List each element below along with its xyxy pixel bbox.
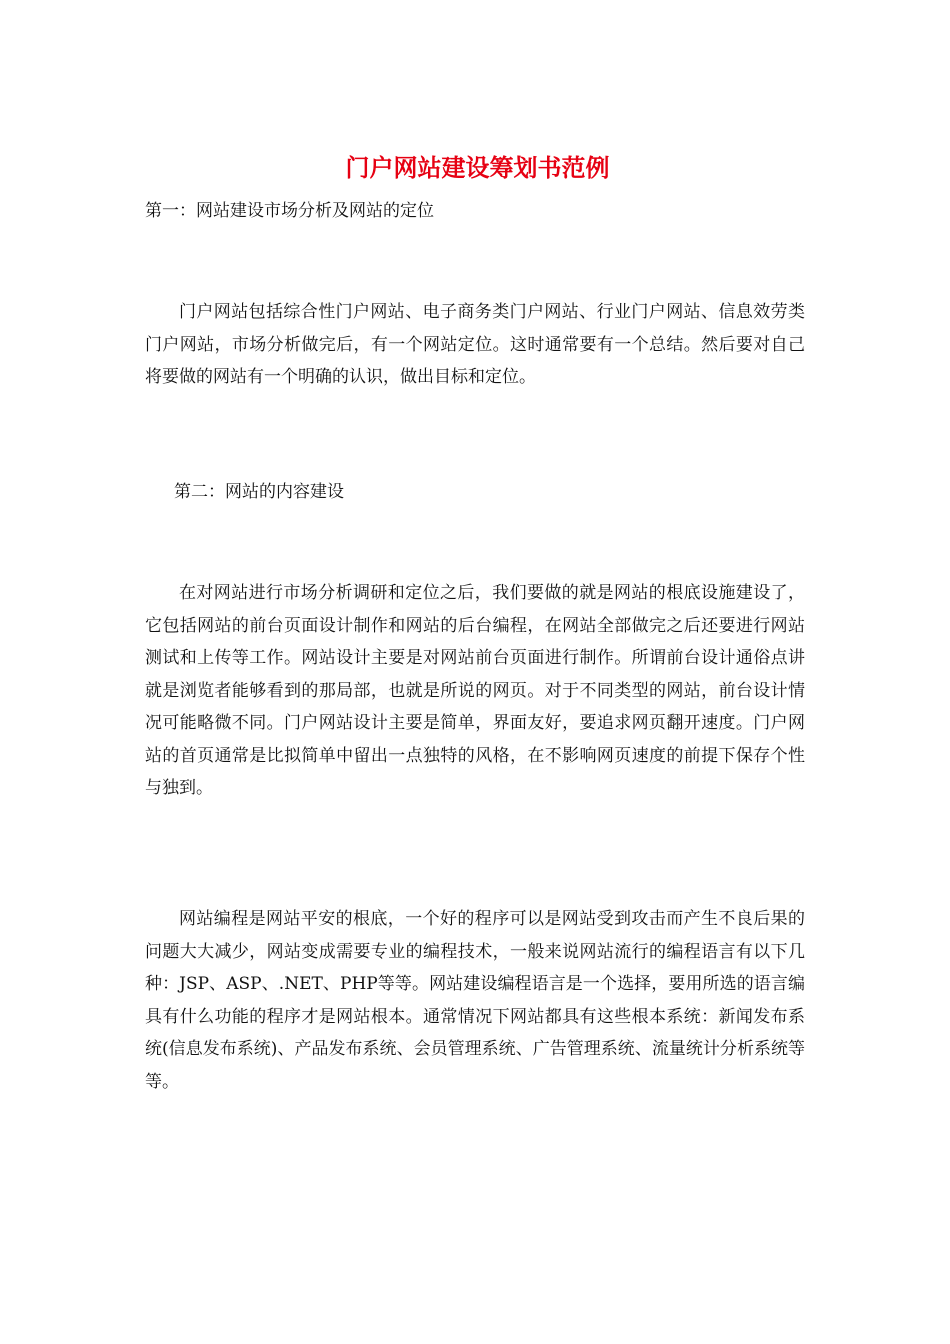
section-2-paragraph-2: 网站编程是网站平安的根底，一个好的程序可以是网站受到攻击而产生不良后果的问题大大减少，网站变成需要专业的编程技术，一般来说网站流行的编程语言有以下几种：JSP、ASP、.NET、PHP等等。网站建设编程语言是一个选择，要用所选的语言编具有什么功能的程序才是网站根本。通常情况下网站都具有这些根本系统：新闻发布系统(信息发布系统)、产品发布系统、会员管理系统、广告管理系统、流量统计分析系统等等。	[145, 909, 805, 1092]
document-title: 门户网站建设筹划书范例	[345, 153, 610, 182]
section-2-paragraph-1: 在对网站进行市场分析调研和定位之后，我们要做的就是网站的根底设施建设了，它包括网站的前台页面设计制作和网站的后台编程，在网站全部做完之后还要进行网站测试和上传等工作。网站设计主要是对网站前台页面进行制作。所谓前台设计通俗点讲就是浏览者能够看到的那局部，也就是所说的网页。对于不同类型的网站，前台设计情况可能略微不同。门户网站设计主要是简单，界面友好，要追求网页翻开速度。门户网站的首页通常是比拟简单中留出一点独特的风格，在不影响网页速度的前提下保存个性与独到。	[145, 583, 805, 798]
section-1-paragraph: 门户网站包括综合性门户网站、电子商务类门户网站、行业门户网站、信息效劳类门户网站，市场分析做完后，有一个网站定位。这时通常要有一个总结。然后要对自己将要做的网站有一个明确的认识，做出目标和定位。	[145, 302, 805, 387]
section-2-heading: 第二：网站的内容建设	[174, 482, 344, 502]
section-1-heading: 第一：网站建设市场分析及网站的定位	[145, 201, 434, 221]
